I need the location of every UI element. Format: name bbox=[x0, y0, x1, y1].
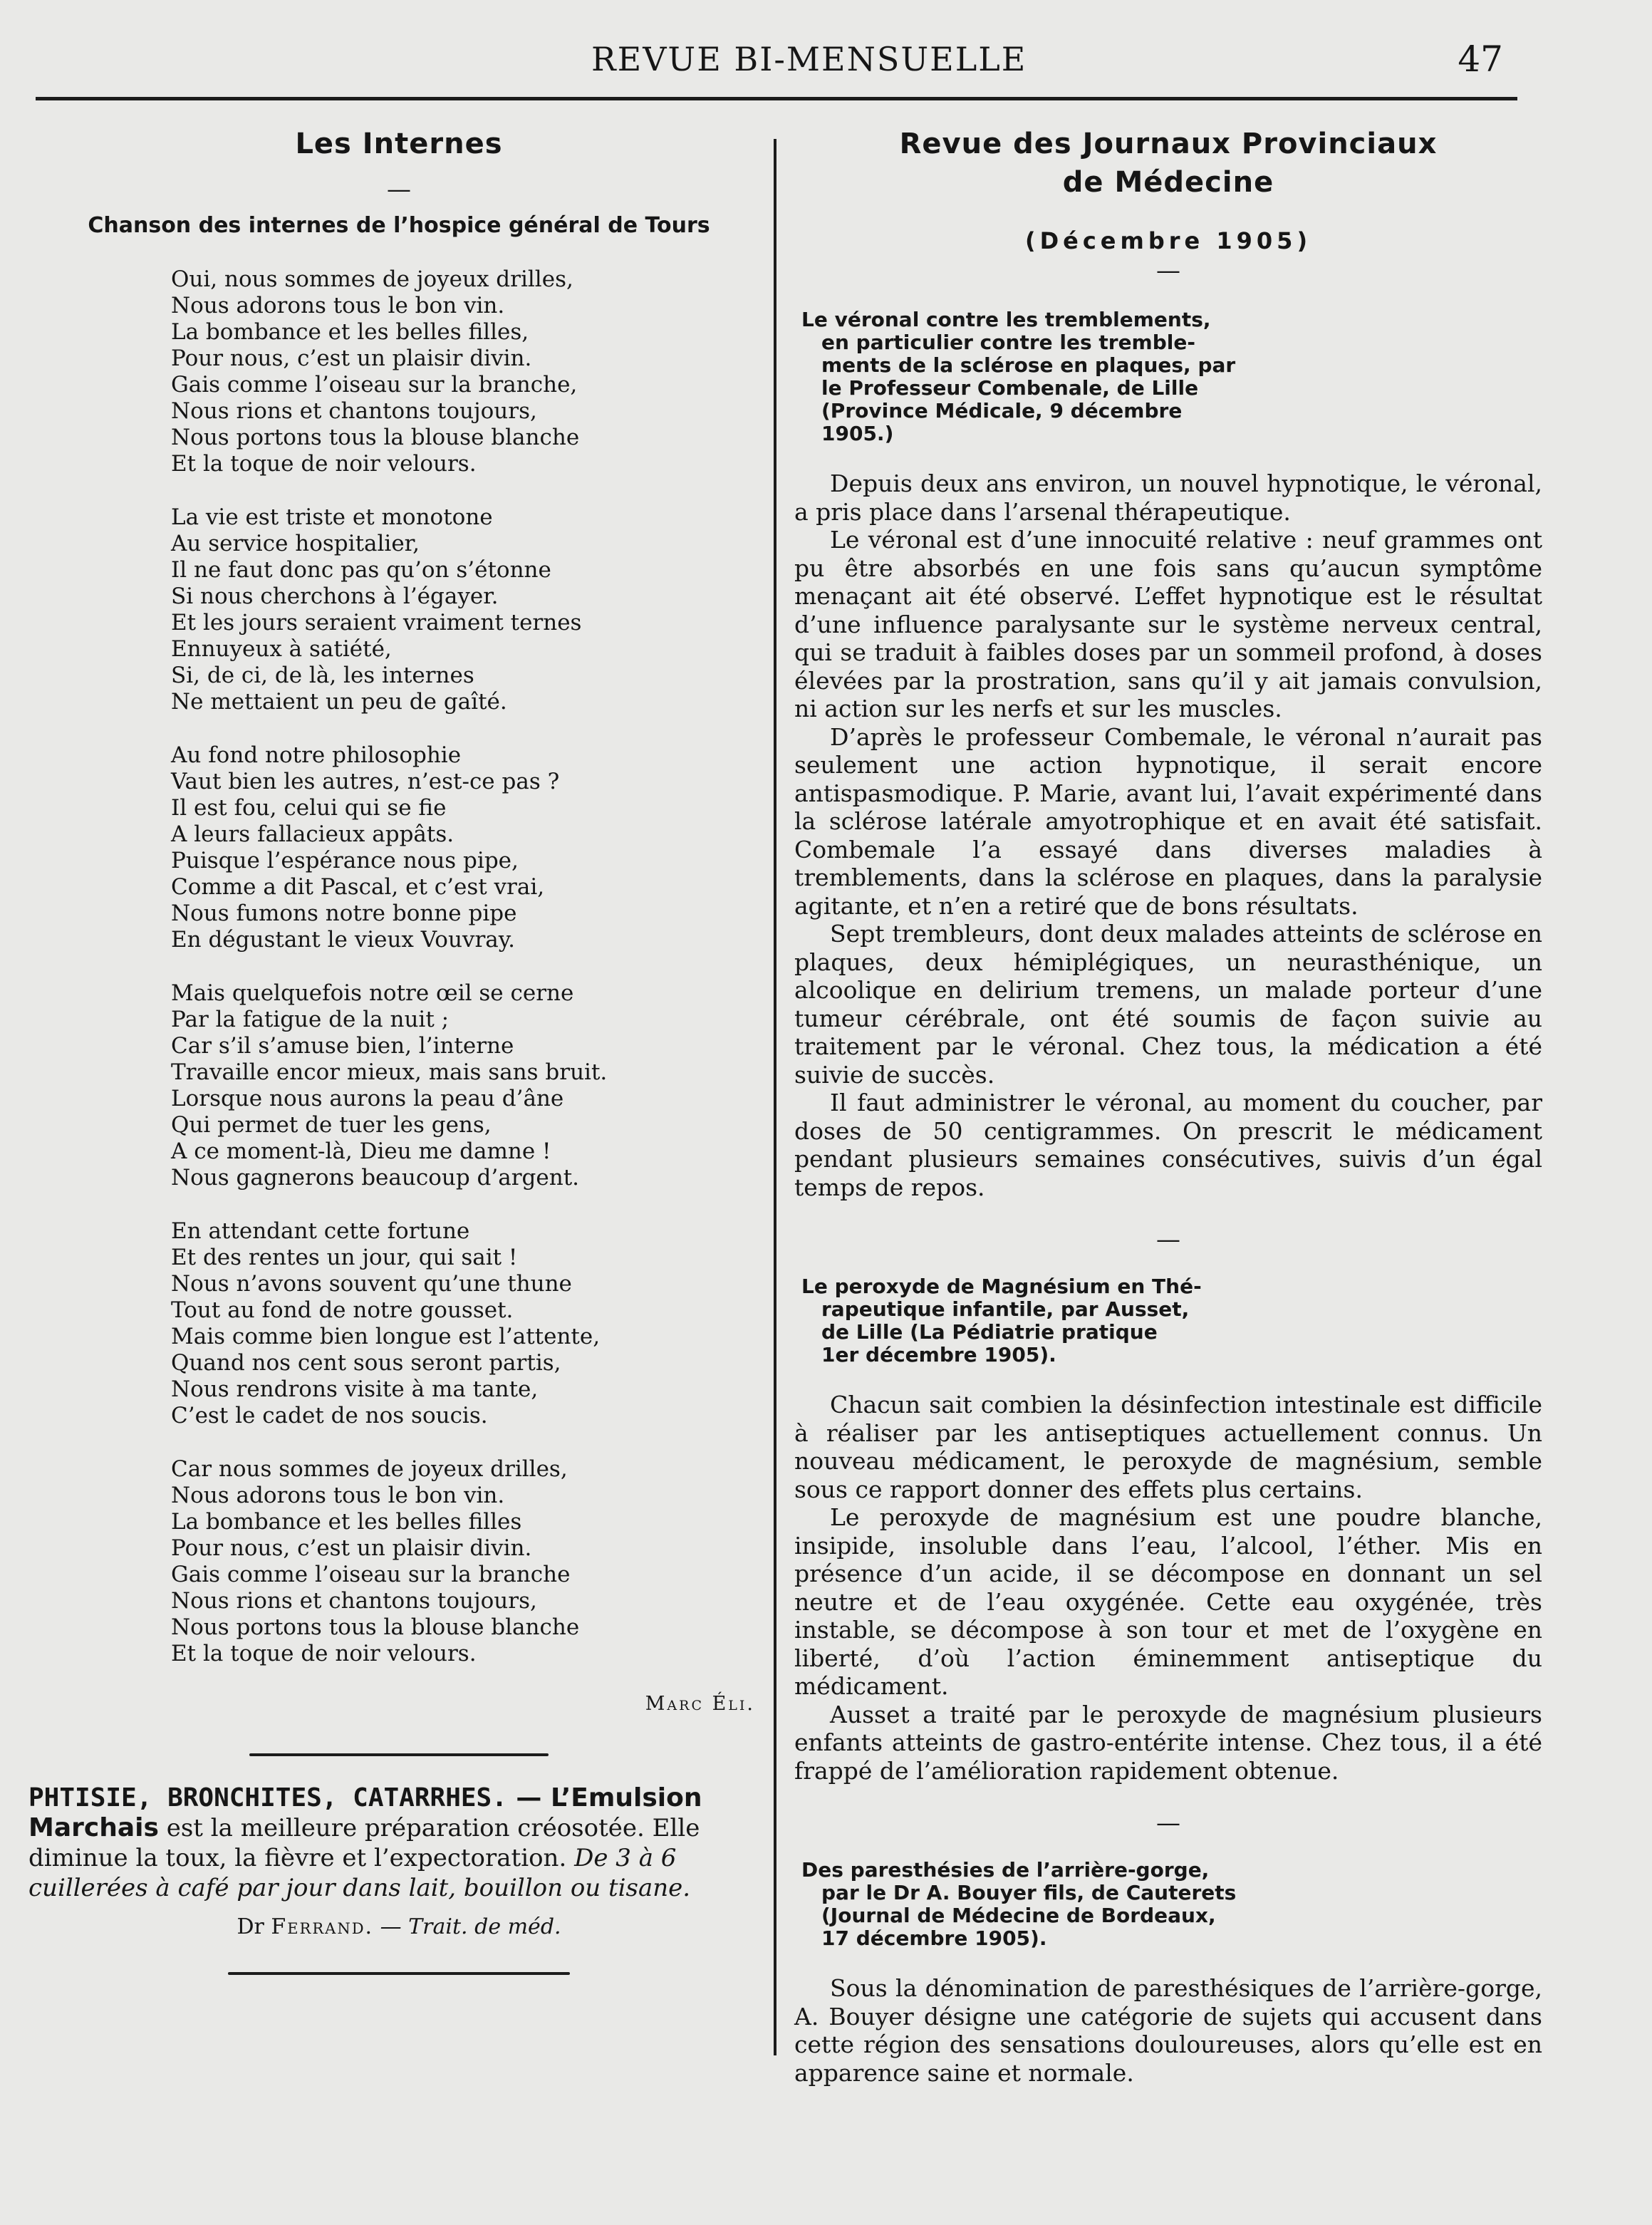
poem-line: Si, de ci, de là, les internes bbox=[171, 663, 474, 688]
poem-line: Nous portons tous la blouse blanche bbox=[171, 425, 580, 450]
ad-headline: PHTISIE, BRONCHITES, CATARRHES. bbox=[28, 1783, 507, 1812]
poem-line: Car nous sommes de joyeux drilles, bbox=[171, 1456, 568, 1482]
poem-stanza bbox=[171, 980, 769, 1191]
ad-credit-source: — Trait. de méd. bbox=[380, 1914, 561, 1939]
column-divider bbox=[774, 139, 776, 2055]
poem-line: Ennuyeux à satiété, bbox=[171, 636, 392, 662]
poem-line: En dégustant le vieux Vouvray. bbox=[171, 927, 515, 953]
ad-bottom-rule bbox=[228, 1972, 570, 1975]
article-paragraph: Il faut administrer le véronal, au moment du coucher, par doses de 50 centigrammes. On prescrit le médicament pendant plusieurs semaines consécutives, suivis d’un égal temps de repos. bbox=[794, 1089, 1542, 1201]
article-paragraph: Sous la dénomination de paresthésiques de l’arrière-gorge, A. Bouyer désigne une catégorie de sujets qui accusent dans cette région des sensations douloureuses, alors qu’elle est en apparence saine et normale. bbox=[794, 1974, 1542, 2087]
advertisement bbox=[28, 1783, 769, 1903]
header-rule bbox=[36, 97, 1517, 100]
poem-stanza bbox=[171, 504, 769, 715]
ad-credit-name: Ferrand. bbox=[271, 1914, 374, 1939]
poem-line: Pour nous, c’est un plaisir divin. bbox=[171, 1535, 532, 1561]
article-paragraph: Depuis deux ans environ, un nouvel hypnotique, le véronal, a pris place dans l’arsenal thérapeutique. bbox=[794, 470, 1542, 526]
poem-stanza bbox=[171, 1456, 769, 1667]
ad-brand: Marchais bbox=[28, 1813, 159, 1842]
poem-line: A ce moment-là, Dieu me damne ! bbox=[171, 1139, 551, 1164]
left-column bbox=[28, 125, 769, 1975]
ad-dosage: De 3 à 6 cuillerées à café par jour dans lait, bouillon ou tisane. bbox=[28, 1844, 691, 1902]
section-title-revue: Revue des Journaux Provinciaux bbox=[899, 128, 1438, 160]
poem-line: Il ne faut donc pas qu’on s’étonne bbox=[171, 557, 551, 583]
poem-line: Par la fatigue de la nuit ; bbox=[171, 1007, 450, 1032]
poem-line: Qui permet de tuer les gens, bbox=[171, 1112, 492, 1138]
poem-line: La bombance et les belles filles bbox=[171, 1509, 522, 1535]
poem-line: Et la toque de noir velours. bbox=[171, 1641, 477, 1666]
article-title-line: en particulier contre les tremble- bbox=[821, 331, 1195, 354]
article-paragraph: Chacun sait combien la désinfection intestinale est difficile à réaliser par les antiseptiques actuellement connus. Un nouveau médicament, le peroxyde de magnésium, semble sous ce rapport donner des effets plus certains. bbox=[794, 1391, 1542, 1503]
article-title-line: (Province Médicale, 9 décembre bbox=[821, 399, 1183, 422]
section-title-internes: Les Internes bbox=[295, 128, 503, 160]
ad-credit bbox=[28, 1914, 769, 1939]
article-body bbox=[794, 470, 1542, 1201]
poem-line: Ne mettaient un peu de gaîté. bbox=[171, 689, 507, 715]
article-body bbox=[794, 1974, 1542, 2087]
page-header bbox=[36, 37, 1517, 98]
ad-credit-prefix: Dr bbox=[237, 1914, 264, 1939]
article-paragraph: Sept trembleurs, dont deux malades atteints de sclérose en plaques, deux hémiplégiques, un neurasthénique, un alcoolique en delirium tremens, un malade porteur d’une tumeur cérébrale, ont été soumis de façon suivie au traitement par le véronal. Chez tous, la médication a été suivie de succès. bbox=[794, 920, 1542, 1089]
poem-line: Gais comme l’oiseau sur la branche bbox=[171, 1562, 571, 1587]
poem-line: Nous rendrons visite à ma tante, bbox=[171, 1376, 539, 1402]
poem bbox=[28, 266, 769, 1667]
poem-line: Nous portons tous la blouse blanche bbox=[171, 1614, 580, 1640]
poem-signature: Marc Éli. bbox=[645, 1693, 755, 1715]
article-title-line: par le Dr A. Bouyer fils, de Cauterets bbox=[821, 1881, 1237, 1904]
poem-line: Quand nos cent sous seront partis, bbox=[171, 1350, 561, 1376]
poem-line: Nous gagnerons beaucoup d’argent. bbox=[171, 1165, 580, 1191]
article-title-line: 1905.) bbox=[821, 422, 894, 445]
poem-line: Et la toque de noir velours. bbox=[171, 451, 477, 477]
poem-line: Tout au fond de notre gousset. bbox=[171, 1297, 514, 1323]
poem-line: Et des rentes un jour, qui sait ! bbox=[171, 1245, 518, 1270]
poem-line: Gais comme l’oiseau sur la branche, bbox=[171, 372, 578, 398]
poem-line: Au service hospitalier, bbox=[171, 531, 420, 556]
poem-line: Pour nous, c’est un plaisir divin. bbox=[171, 346, 532, 371]
article-paragraph: Le peroxyde de magnésium est une poudre blanche, insipide, insoluble dans l’eau, l’alcool, l’éther. Mis en présence d’un acide, il se décompose en donnant un sel neutre et de l’eau oxygénée. Cette eau oxygénée, très instable, se décompose à son tour et met de l’oxygène en liberté, d’où l’action éminemment antiseptique du médicament. bbox=[794, 1503, 1542, 1700]
poem-line: Vaut bien les autres, n’est-ce pas ? bbox=[171, 769, 560, 794]
poem-line: Nous n’avons souvent qu’une thune bbox=[171, 1271, 572, 1297]
poem-line: Nous adorons tous le bon vin. bbox=[171, 1483, 505, 1508]
article-title-line: 1er décembre 1905). bbox=[821, 1343, 1056, 1366]
article-title bbox=[801, 308, 1542, 445]
article-paragraph: D’après le professeur Combemale, le véronal n’aurait pas seulement une action hypnotique, il serait encore antispasmodique. P. Marie, avant lui, l’avait expérimenté dans la sclérose latérale amyotrophique et en avait été satisfait. Combemale l’a essayé dans diverses maladies à tremblements, dans la sclérose en plaques, dans la paralysie agitante, et n’en a retiré que de bons résultats. bbox=[794, 722, 1542, 920]
poem-line: Nous rions et chantons toujours, bbox=[171, 398, 537, 424]
journal-title: REVUE BI-MENSUELLE bbox=[591, 40, 1027, 78]
article-paragraph: Ausset a traité par le peroxyde de magnésium plusieurs enfants atteints de gastro-entérite intense. Chez tous, il a été frappé de l’amélioration rapidement obtenue. bbox=[794, 1700, 1542, 1785]
issue-date: (Décembre 1905) bbox=[1024, 227, 1312, 254]
poem-line: Travaille encor mieux, mais sans bruit. bbox=[171, 1059, 608, 1085]
poem-line: Il est fou, celui qui se fie bbox=[171, 795, 447, 821]
article-title bbox=[801, 1859, 1542, 1950]
poem-line: Et les jours seraient vraiment ternes bbox=[171, 610, 582, 636]
poem-line: Au fond notre philosophie bbox=[171, 742, 462, 768]
article-title-line: ments de la sclérose en plaques, par bbox=[821, 353, 1236, 377]
poem-line: C’est le cadet de nos soucis. bbox=[171, 1403, 488, 1428]
article-title-line: rapeutique infantile, par Ausset, bbox=[821, 1297, 1190, 1321]
poem-line: Nous adorons tous le bon vin. bbox=[171, 293, 505, 318]
article-separator: — bbox=[1156, 1225, 1180, 1254]
section-title-revue-line2: de Médecine bbox=[1062, 166, 1274, 199]
date-dash: — bbox=[1156, 256, 1180, 285]
song-subtitle: Chanson des internes de l’hospice général de Tours bbox=[88, 213, 710, 238]
article-title-line: 17 décembre 1905). bbox=[821, 1926, 1047, 1950]
poem-line: Nous fumons notre bonne pipe bbox=[171, 901, 517, 926]
article-separator: — bbox=[1156, 1809, 1180, 1837]
poem-line: La bombance et les belles filles, bbox=[171, 319, 529, 345]
article-title-line: (Journal de Médecine de Bordeaux, bbox=[821, 1904, 1216, 1927]
ad-headline-cont: — L’Emulsion bbox=[506, 1783, 702, 1812]
article-title-line: Des paresthésies de l’arrière-gorge, bbox=[801, 1858, 1210, 1882]
poem-line: Puisque l’espérance nous pipe, bbox=[171, 848, 519, 873]
poem-line: A leurs fallacieux appâts. bbox=[171, 821, 454, 847]
poem-stanza bbox=[171, 1218, 769, 1429]
poem-line: Car s’il s’amuse bien, l’interne bbox=[171, 1033, 514, 1059]
poem-line: Mais comme bien longue est l’attente, bbox=[171, 1324, 601, 1349]
ad-top-rule bbox=[249, 1753, 549, 1756]
title-dash: — bbox=[387, 175, 411, 204]
poem-stanza bbox=[171, 742, 769, 953]
right-column bbox=[794, 125, 1542, 2087]
article-title-line: Le véronal contre les tremblements, bbox=[801, 308, 1211, 331]
article-paragraph: Le véronal est d’une innocuité relative : neuf grammes ont pu être absorbés en une fois sans qu’aucun symptôme menaçant ait été observé. L’effet hypnotique est le résultat d’une influence paralysante sur le système nerveux central, qui se traduit à faibles doses par un sommeil profond, à doses élevées par la prostration, sans qu’il y ait jamais convulsion, ni action sur les nerfs et sur les muscles. bbox=[794, 526, 1542, 722]
poem-line: En attendant cette fortune bbox=[171, 1218, 470, 1244]
article-title-line: de Lille (La Pédiatrie pratique bbox=[821, 1320, 1158, 1344]
article-title bbox=[801, 1275, 1542, 1366]
poem-stanza bbox=[171, 266, 769, 477]
poem-line: Comme a dit Pascal, et c’est vrai, bbox=[171, 874, 545, 900]
article-body bbox=[794, 1391, 1542, 1785]
ad-text: est la meilleure préparation créosotée. Elle diminue la toux, la fièvre et l’expectoration. bbox=[28, 1814, 700, 1872]
poem-line: Si nous cherchons à l’égayer. bbox=[171, 584, 499, 609]
poem-line: Lorsque nous aurons la peau d’âne bbox=[171, 1086, 564, 1111]
poem-line: Nous rions et chantons toujours, bbox=[171, 1588, 537, 1614]
article-title-line: Le peroxyde de Magnésium en Thé- bbox=[801, 1275, 1202, 1298]
articles bbox=[794, 308, 1542, 2087]
poem-line: Oui, nous sommes de joyeux drilles, bbox=[171, 266, 573, 292]
poem-line: Mais quelquefois notre œil se cerne bbox=[171, 980, 574, 1006]
article-title-line: le Professeur Combenale, de Lille bbox=[821, 376, 1199, 400]
poem-line: La vie est triste et monotone bbox=[171, 504, 493, 530]
page-number: 47 bbox=[1458, 38, 1503, 80]
